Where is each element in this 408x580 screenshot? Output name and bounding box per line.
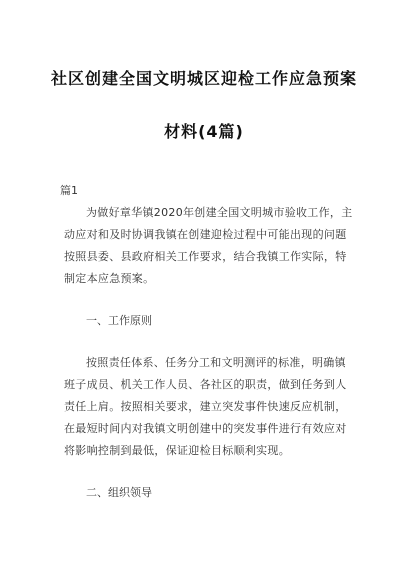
principles-line-4: 在最短时间内对我镇文明创建中的突发事件进行有效应对	[64, 422, 347, 435]
heading-work-principles: 一、工作原则	[86, 314, 152, 327]
section-number: 篇1	[60, 184, 78, 197]
principles-line-2: 班子成员、机关工作人员、各社区的职责，做到任务到人	[64, 378, 347, 391]
document-title-line-2: 材料(4篇)	[164, 122, 244, 141]
principles-line-3: 责任上肩。按照相关要求，建立突发事件快速反应机制，	[64, 400, 347, 413]
principles-line-5: 将影响控制到最低，保证迎检目标顺利实现。	[64, 444, 290, 457]
intro-line-1: 为做好章华镇2020年创建全国文明城市验收工作，主	[86, 206, 353, 219]
document-title-line-1: 社区创建全国文明城区迎检工作应急预案	[50, 69, 357, 88]
heading-organization-leadership: 二、组织领导	[86, 486, 152, 499]
intro-line-3: 按照县委、县政府相关工作要求，结合我镇工作实际，特	[64, 250, 347, 263]
intro-line-2: 动应对和及时协调我镇在创建迎检过程中可能出现的问题	[64, 228, 347, 241]
intro-line-4: 制定本应急预案。	[64, 272, 155, 285]
principles-line-1: 按照责任体系、任务分工和文明测评的标准，明确镇	[86, 356, 346, 369]
